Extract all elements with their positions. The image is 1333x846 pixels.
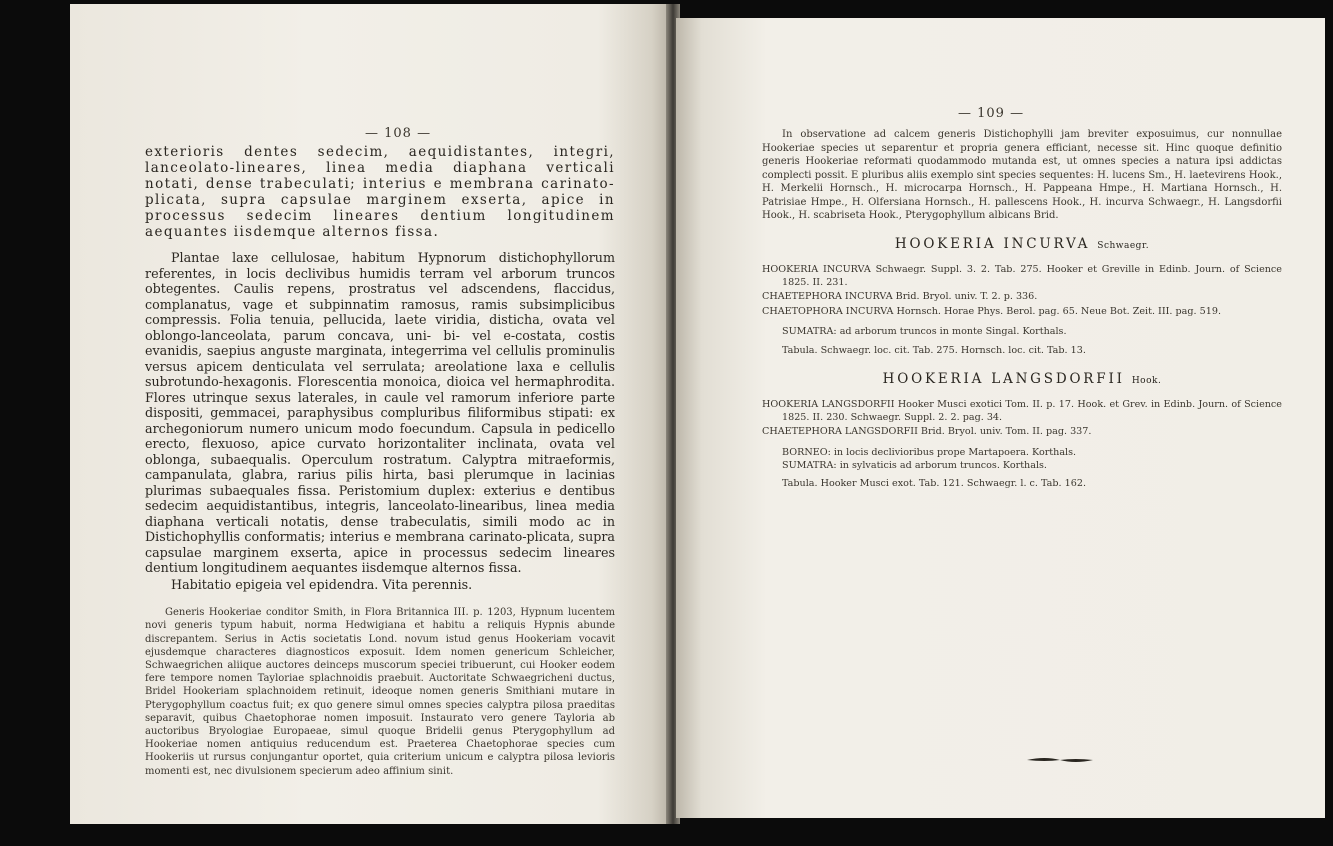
species-title: HOOKERIA INCURVA bbox=[894, 235, 1091, 252]
species-heading bbox=[762, 237, 1282, 255]
synonym-line: CHAETEPHORA LANGSDORFII Brid. Bryol. univ. Tom. II. pag. 337. bbox=[762, 426, 1092, 438]
synonym-line: HOOKERIA INCURVA Schwaegr. Suppl. 3. 2. Tab. 275. Hooker et Greville in Edinb. Journ. of Science 1825. II. 231. bbox=[762, 264, 1282, 288]
species-title: HOOKERIA LANGSDORFII bbox=[882, 370, 1125, 387]
tabula-line: Tabula. Schwaegr. loc. cit. Tab. 275. Hornsch. loc. cit. Tab. 13. bbox=[782, 345, 1086, 357]
page-number-left: — 108 — bbox=[365, 126, 432, 141]
species-heading bbox=[762, 372, 1282, 390]
left-page bbox=[70, 4, 670, 824]
species-block-langsdorfii bbox=[762, 372, 1282, 491]
page-number-right: — 109 — bbox=[958, 106, 1025, 121]
book-spread bbox=[70, 4, 1325, 824]
genus-description: Plantae laxe cellulosae, habitum Hypnorum distichophyllorum referentes, in locis declivibus humidis terram vel arborum truncos obtegentes. Caulis repens, prostratus vel adscendens, flaccidus, complanatus, vage et subpinnatim ramosus, ramis subsimplicibus compressis. Folia tenuia, pellucida, laete viridia, disticha, ovata vel oblongo-lanceolata, parum concava, uni- bi- vel e-costata, costis evanidis, saepius anguste marginata, integerrima vel cellulis prominulis versus apicem denticulata vel serrulata; areolatione laxa e cellulis subrotundo-hexagonis. Florescentia monoica, dioica vel hermaphrodita. Flores utrinque sexus laterales, in caule vel ramorum inferiore parte dispositi, gemmacei, paraphysibus compluribus filiformibus stipati: ex archegoniorum numero unicum modo foecundum. Capsula in pedicello erecto, flexuoso, apice curvato horizontaliter inclinata, ovata vel oblonga, subaequalis. Operculum rostratum. Calyptra mitraeformis, campanulata, glabra, rarius pilis hirta, basi plerumque in lacinias plurimas subaequales fissa. Peristomium duplex: exterius e dentibus sedecim aequidistantibus, integris, lanceolato-linearibus, linea media diaphana verticali notatis, dense trabeculatis, simili modo ac in Distichophyllis conformatis; interius e membrana carinato-plicata, supra capsulae marginem exserta, apice in processus sedecim lineares dentium longitudinem aequantes iisdemque alternos fissa. bbox=[145, 250, 615, 575]
synonym-line: CHAETOPHORA INCURVA Hornsch. Horae Phys. Berol. pag. 65. Neue Bot. Zeit. III. pag. 519. bbox=[762, 305, 1221, 317]
tabula-line: Tabula. Hooker Musci exot. Tab. 121. Schwaegr. l. c. Tab. 162. bbox=[782, 478, 1087, 490]
species-author: Hook. bbox=[1131, 375, 1162, 386]
habitatio-line: Habitatio epigeia vel epidendra. Vita perennis. bbox=[171, 576, 473, 592]
species-author: Schwaegr. bbox=[1097, 240, 1150, 251]
right-text-column bbox=[762, 128, 1282, 531]
peristome-opening-text: exterioris dentes sedecim, aequidistantes, integri, lanceolato-lineares, linea media diaphana verticali notati, dense trabeculati; interius e membrana carinato-plicata, supra capsulae marginem exserta, apice in processus sedecim lineares dentium longitudinem aequantes iisdemque alternos fissa. bbox=[145, 144, 615, 240]
synonym-line: CHAETEPHORA INCURVA Brid. Bryol. univ. T. 2. p. 336. bbox=[762, 291, 1038, 303]
locality-line: SUMATRA: in sylvaticis ad arborum truncos. Korthals. bbox=[782, 459, 1047, 471]
observation-paragraph: In observatione ad calcem generis Distichophylli jam breviter exposuimus, cur nonnullae Hookeriae species ut separentur et propria genera efficiant, necesse sit. Hinc quoque definitio generis Hookeriae reformati quodammodo mutanda est, ut omnes species a natura ipsi addictas complecti possit. E pluribus aliis exemplo sint species sequentes: H. lucens Sm., H. laetevirens Hook., H. Merkelii Hornsch., H. microcarpa Hornsch., H. Pappeana Hmpe., H. Martiana Hornsch., H. Patrisiae Hmpe., H. Olfersiana Hornsch., H. pallescens Hook., H. incurva Schwaegr., H. Langsdorfii Hook., H. scabriseta Hook., Pterygophyllum albicans Brid. bbox=[762, 129, 1282, 221]
end-ornament-icon bbox=[1025, 755, 1095, 765]
synonym-line: HOOKERIA LANGSDORFII Hooker Musci exotici Tom. II. p. 17. Hook. et Grev. in Edinb. Journ. of Science 1825. II. 230. Schwaegr. Suppl. 2. 2. pag. 34. bbox=[762, 399, 1282, 423]
locality-line: BORNEO: in locis declivioribus prope Martapoera. Korthals. bbox=[782, 447, 1077, 459]
species-block-incurva bbox=[762, 237, 1282, 358]
genus-history-note: Generis Hookeriae conditor Smith, in Flora Britannica III. p. 1203, Hypnum lucentem novi generis typum habuit, norma Hedwigiana et habitu a reliquis Hypnis abunde discrepantem. Serius in Actis societatis Lond. novum istud genus Hookeriam vocavit ejusdemque characteres diagnosticos exposuit. Idem nomen genericum Schleicher, Schwaegrichen aliique auctores deinceps muscorum speciei tribuerunt, cui Hooker eodem fere tempore nomen Tayloriae splachnoidis praebuit. Auctoritate Schwaegricheni ductus, Bridel Hookeriam splachnoidem retinuit, ideoque nomen generis Smithiani mutare in Pterygophyllum coactus fuit; ex quo genere simul omnes species calyptra pilosa praeditas separavit, quibus Chaetophorae nomen imposuit. Instaurato vero genere Tayloria ab auctoribus Bryologiae Europaeae, simul quoque Bridelii genus Pterygophyllum ad Hookeriae nomen antiquius reducendum est. Praeterea Chaetophorae species cum Hookeriis ut rursus conjungantur oportet, quia criterium unicum e calyptra pilosa levioris momenti est, nec divulsionem specierum adeo affinium sinit. bbox=[145, 607, 615, 777]
locality-line: SUMATRA: ad arborum truncos in monte Singal. Korthals. bbox=[782, 326, 1067, 338]
left-text-column bbox=[145, 144, 615, 778]
right-page bbox=[676, 18, 1325, 818]
